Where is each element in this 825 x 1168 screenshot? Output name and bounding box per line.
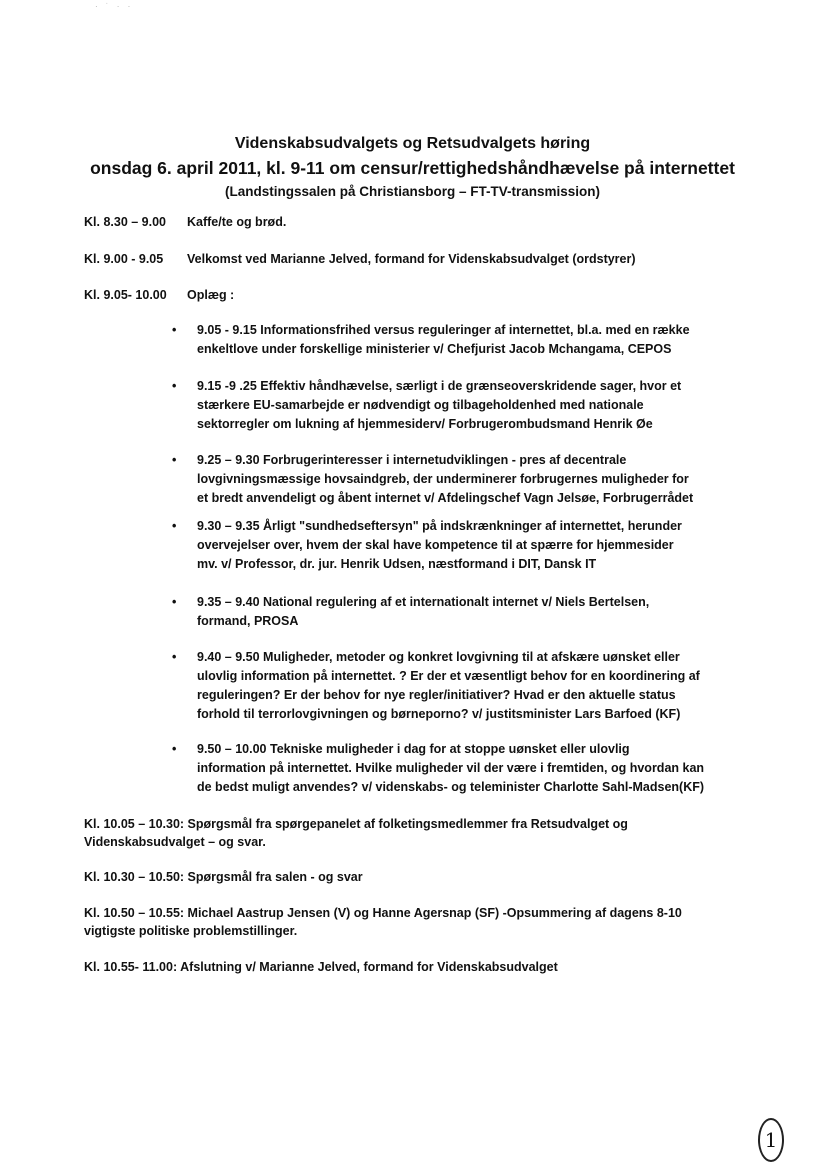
schedule-text: Velkomst ved Marianne Jelved, formand for Videnskabsudvalget (ordstyrer) bbox=[187, 252, 636, 266]
list-item-text: 9.40 – 9.50 Muligheder, metoder og konkret lovgivning til at afskære uønsket eller ulovlig information på internettet. ? Er der et væsentligt behov for en koordinering af reguleringen? Er der behov for nye regler/initiativer? Hvad er den aktuelle status forhold til terrorlovgivningen og børneporno? v/ justitsminister Lars Barfoed (KF) bbox=[197, 650, 700, 721]
bullet-glyph: • bbox=[172, 453, 177, 467]
page-number: 1 bbox=[758, 1118, 784, 1162]
bullet-glyph: • bbox=[172, 379, 177, 393]
scan-specks: · ˙ · · bbox=[95, 2, 134, 11]
list-item-text: 9.50 – 10.00 Tekniske muligheder i dag for at stoppe uønsket eller ulovlig information på internettet. Hvilke muligheder vil der være i fremtiden, og hvordan kan de bedst muligt anvendes? v/ videnskabs- og teleminister Charlotte Sahl-Madsen(KF) bbox=[197, 742, 705, 794]
schedule-time: Kl. 9.05- 10.00 bbox=[84, 288, 167, 302]
schedule-text: Oplæg : bbox=[187, 288, 235, 302]
bullet-glyph: • bbox=[172, 742, 177, 756]
bullet-glyph: • bbox=[172, 595, 177, 609]
bullet-glyph: • bbox=[172, 650, 177, 664]
list-item-text: 9.35 – 9.40 National regulering af et internationalt internet v/ Niels Bertelsen, formand, PROSA bbox=[197, 595, 650, 628]
list-item-text: 9.25 – 9.30 Forbrugerinteresser i internetudviklingen - pres af decentrale lovgivningsmæssige hovsaindgreb, der underminerer forbrugernes muligheder for et bredt anvendeligt og åbent internet v/ Afdelingschef Vagn Jelsøe, Forbrugerrådet bbox=[197, 453, 694, 505]
bullet-glyph: • bbox=[172, 323, 177, 337]
bullet-glyph: • bbox=[172, 519, 177, 533]
title-line-2: onsdag 6. april 2011, kl. 9-11 om censur/rettighedshåndhævelse på internettet bbox=[90, 158, 735, 178]
list-item-text: 9.05 - 9.15 Informationsfrihed versus reguleringer af internettet, bl.a. med en række enkeltlove under forskellige ministerier v/ Chefjurist Jacob Mchangama, CEPOS bbox=[197, 323, 690, 356]
schedule-time: Kl. 8.30 – 9.00 bbox=[84, 215, 167, 229]
closing-item: Kl. 10.05 – 10.30: Spørgsmål fra spørgepanelet af folketingsmedlemmer fra Retsudvalget og Videnskabsudvalget – og svar. bbox=[84, 817, 628, 849]
list-item-text: 9.30 – 9.35 Årligt "sundhedseftersyn" på indskrænkninger af internettet, herunder overvejelser over, hvem der skal have kompetence til at spærre for hjemmesider mv. v/ Professor, dr. jur. Henrik Udsen, næstformand i DIT, Dansk IT bbox=[197, 519, 682, 571]
closing-item: Kl. 10.30 – 10.50: Spørgsmål fra salen - og svar bbox=[84, 870, 363, 884]
title-line-1: Videnskabsudvalgets og Retsudvalgets høring bbox=[234, 135, 591, 152]
schedule-text: Kaffe/te og brød. bbox=[187, 215, 287, 229]
closing-item: Kl. 10.50 – 10.55: Michael Aastrup Jensen (V) og Hanne Agersnap (SF) -Opsummering af dagens 8-10 vigtigste politiske problemstillinger. bbox=[84, 906, 682, 938]
schedule-time: Kl. 9.00 - 9.05 bbox=[84, 252, 164, 266]
header bbox=[0, 134, 825, 202]
title-line-3: (Landstingssalen på Christiansborg – FT-TV-transmission) bbox=[224, 184, 601, 199]
list-item-text: 9.15 -9 .25 Effektiv håndhævelse, særligt i de grænseoverskridende sager, hvor et stærkere EU-samarbejde er nødvendigt og tilbageholdenhed med nationale sektorregler om lukning af hjemmesiderv/ Forbrugerombudsmand Henrik Øe bbox=[197, 379, 682, 431]
closing-item: Kl. 10.55- 11.00: Afslutning v/ Marianne Jelved, formand for Videnskabsudvalget bbox=[84, 960, 558, 974]
